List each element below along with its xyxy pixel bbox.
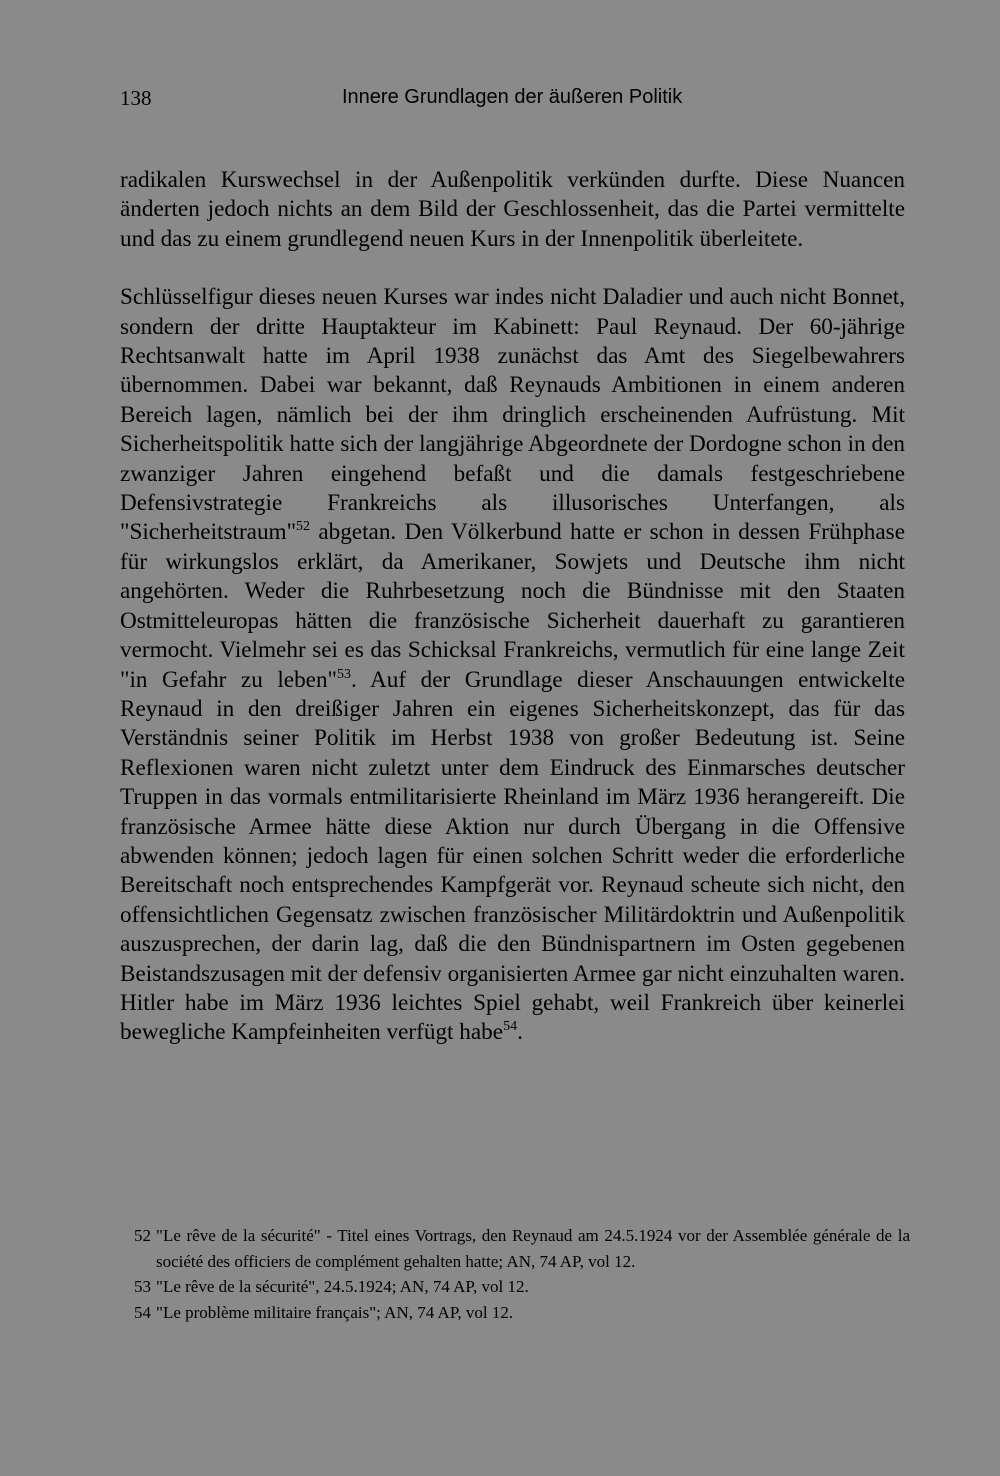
paragraph-2 (120, 283, 905, 1048)
footnote-ref-52: 52 (296, 519, 311, 535)
footnotes (120, 1223, 910, 1325)
footnote-number: 54 (134, 1302, 151, 1322)
page-number: 138 (120, 86, 152, 110)
paragraph-2-text-2: abgetan. Den Völkerbund hatte er schon in dessen Frühphase für wirkungslos erklärt, da Amerikaner, Sowjets und Deutsche ihm nicht angehörten. Weder die Ruhrbesetzung noch die Bündnisse mit den Staaten Ostmitteleuropas hätten die französische Sicherheit dauerhaft zu garantieren vermocht. Vielmehr sei es das Schicksal Frankreichs, vermutlich für eine lange Zeit "in Gefahr zu leben" (120, 519, 905, 693)
footnote-number: 52 (134, 1226, 151, 1245)
footnote-text: "Le rêve de la sécurité", 24.5.1924; AN, 74 AP, vol 12. (156, 1277, 529, 1296)
footnote-text: "Le rêve de la sécurité" - Titel eines Vortrags, den Reynaud am 24.5.1924 vor der Assemblée générale de la société des officiers de complément gehalten hatte; AN, 74 AP, vol 12. (156, 1226, 910, 1271)
paragraph-1: radikalen Kurswechsel in der Außenpolitik verkünden durfte. Diese Nuancen änderten jedoch nichts an dem Bild der Geschlossenheit, das die Partei vermittelte und das zu einem grundlegend neuen Kurs in der Innenpolitik überleitete. (120, 167, 905, 252)
page-header (120, 86, 910, 114)
footnote-ref-53: 53 (337, 666, 352, 682)
main-text (120, 166, 905, 1048)
paragraph-2-text-1: Schlüsselfigur dieses neuen Kurses war indes nicht Daladier und auch nicht Bonnet, sondern der dritte Hauptakteur im Kabinett: Paul Reynaud. Der 60-jährige Rechtsanwalt hatte im April 1938 zunächst das Amt des Siegelbewahrers übernommen. Dabei war bekannt, daß Reynauds Ambitionen in einem anderen Bereich lagen, nämlich bei der ihm dringlich erscheinenden Aufrüstung. Mit Sicherheitspolitik hatte sich der langjährige Abgeordnete der Dordogne schon in den zwanziger Jahren eingehend befaßt und die damals festgeschriebene Defensivstrategie Frankreichs als illusorisches Unterfangen, als "Sicherheitstraum" (120, 284, 905, 546)
footnote-ref-54: 54 (503, 1019, 518, 1035)
running-title: Innere Grundlagen der äußeren Politik (342, 86, 683, 108)
paragraph-2-text-3: . Auf der Grundlage dieser Anschauungen entwickelte Reynaud in den dreißiger Jahren ein eigenes Sicherheitskonzept, das für das Verständnis seiner Politik im Herbst 1938 von großer Bedeutung ist. Seine Reflexionen waren nicht zuletzt unter dem Eindruck des Einmarsches deutscher Truppen in das vormals entmilitarisierte Rheinland im März 1936 herangereift. Die französische Armee hätte diese Aktion nur durch Übergang in die Offensive abwenden können; jedoch lagen für einen solchen Schritt weder die erforderliche Bereitschaft noch entsprechendes Kampfgerät vor. Reynaud scheute sich nicht, den offensichtlichen Gegensatz zwischen französischer Militärdoktrin und Außenpolitik auszusprechen, der darin lag, daß die den Bündnispartnern im Osten gegebenen Beistandszusagen mit der defensiv organisierten Armee gar nicht einzuhalten waren. Hitler habe im März 1936 leichtes Spiel gehabt, weil Frankreich über keinerlei bewegliche Kampfeinheiten verfügt habe (120, 666, 905, 1046)
footnote-number: 53 (134, 1277, 151, 1296)
paragraph-2-text-4: . (517, 1019, 523, 1046)
footnote-text: "Le problème militaire français"; AN, 74 AP, vol 12. (156, 1302, 514, 1322)
footnote-52 (120, 1223, 910, 1274)
footnote-54 (120, 1300, 910, 1326)
footnote-53 (120, 1274, 910, 1300)
